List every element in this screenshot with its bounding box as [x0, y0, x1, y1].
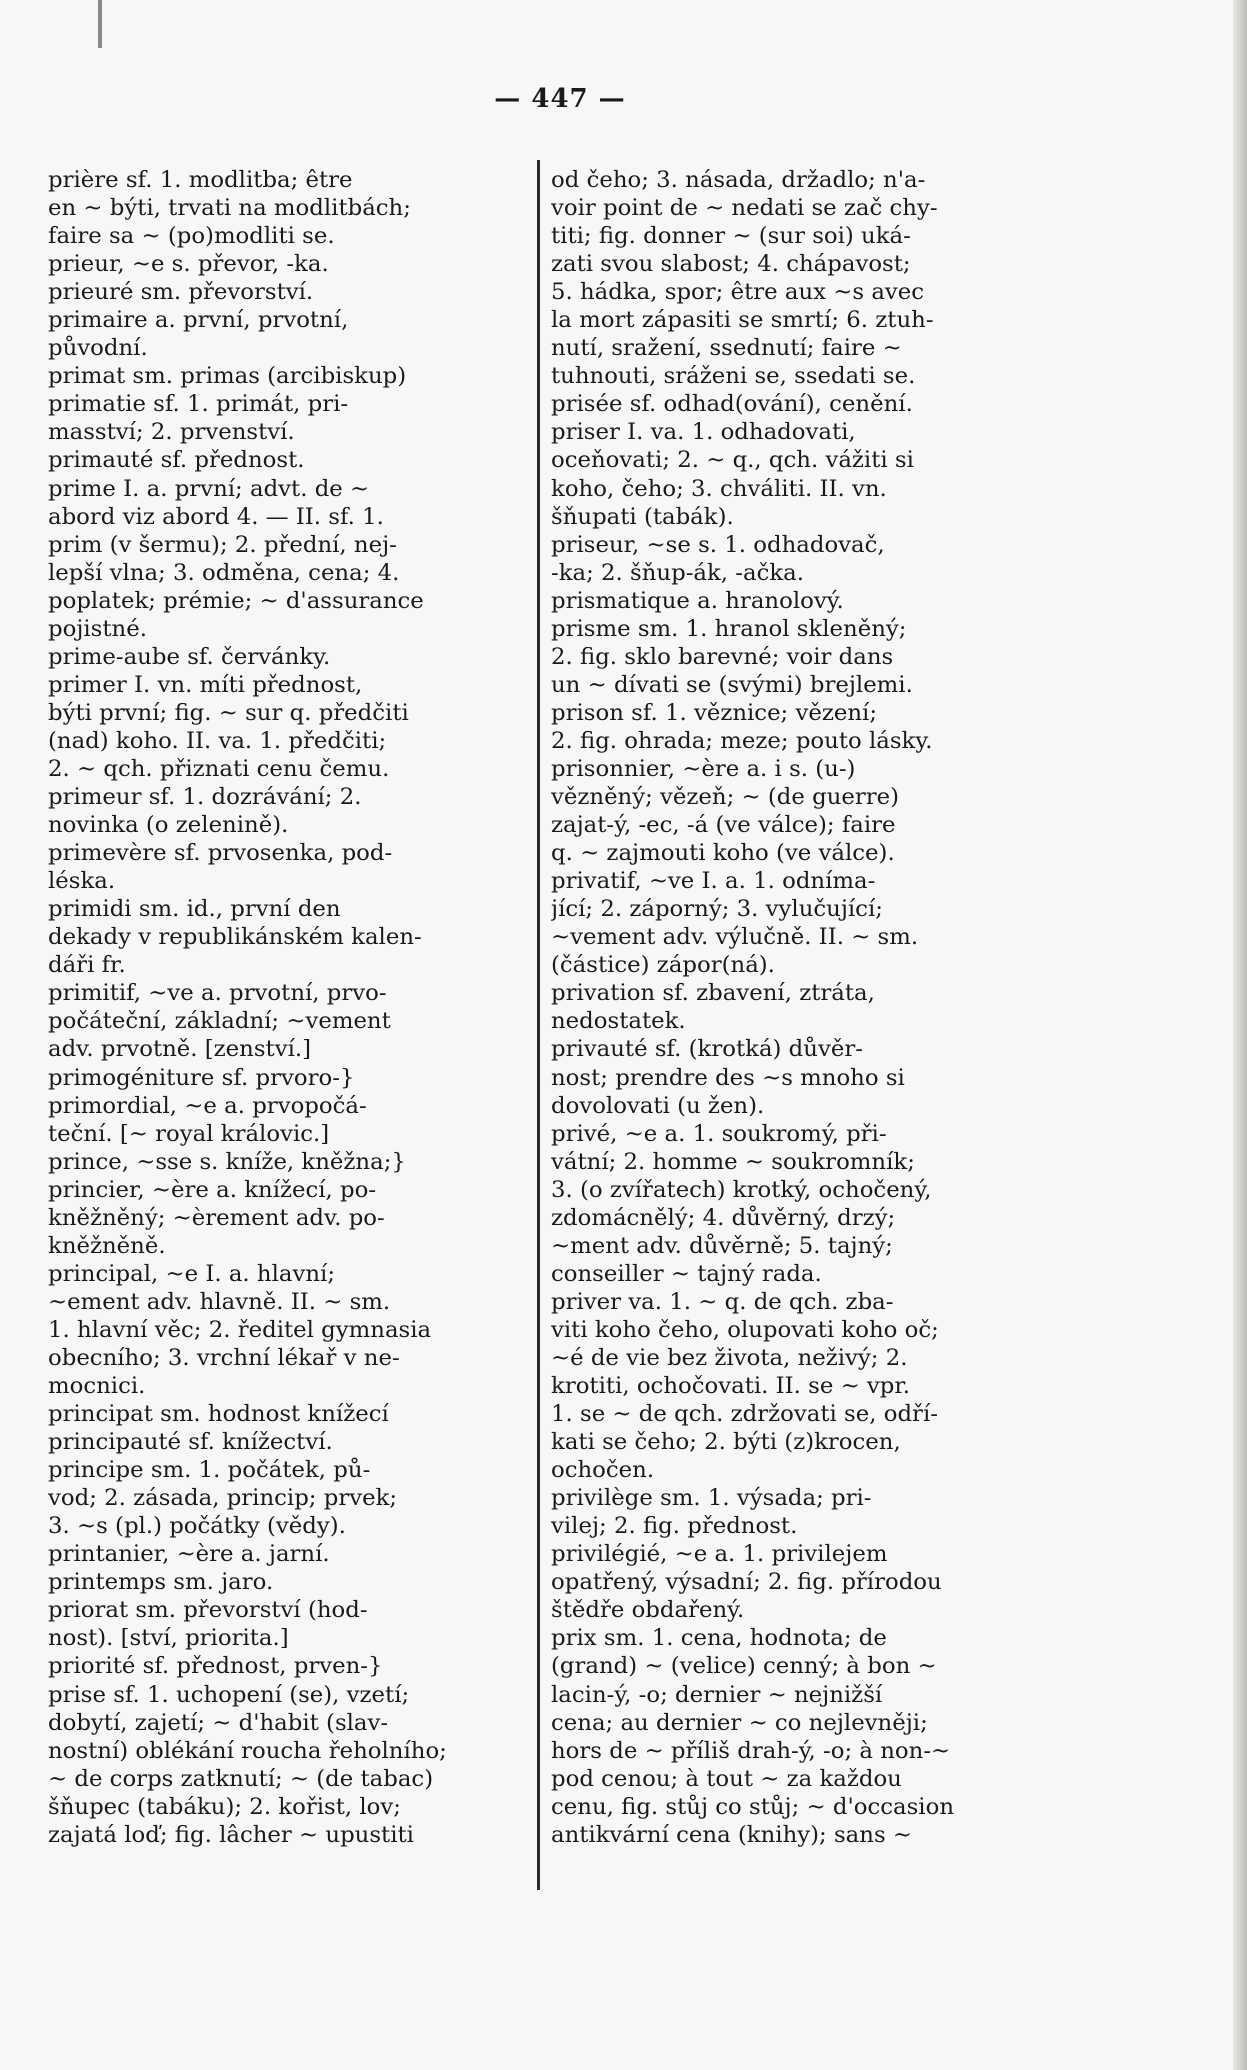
text-line: zajat-ý, -ec, -á (ve válce); faire — [551, 812, 896, 839]
text-line: štědře obdařený. — [551, 1597, 745, 1624]
text-line: ~ment adv. důvěrně; 5. tajný; — [551, 1232, 893, 1259]
right-column — [551, 166, 1030, 1886]
text-line: vátní; 2. homme ~ soukromník; — [551, 1148, 915, 1175]
page-number: — 447 — — [494, 84, 626, 114]
text-line: koho, čeho; 3. chváliti. II. vn. — [551, 475, 887, 502]
text-line: privation sf. zbavení, ztráta, — [551, 980, 875, 1007]
text-line: nost). [ství, priorita.] — [48, 1625, 289, 1652]
column-divider — [537, 160, 540, 1890]
text-line: mocnici. — [48, 1373, 146, 1400]
text-line: býti první; fig. ~ sur q. předčiti — [48, 699, 409, 726]
text-line: primat sm. primas (arcibiskup) — [48, 363, 407, 390]
text-line: (částice) zápor(ná). — [551, 952, 775, 979]
text-line: lacin-ý, -o; dernier ~ nejnižší — [551, 1681, 883, 1708]
text-line: 3. ~s (pl.) počátky (vědy). — [48, 1513, 346, 1540]
text-line: prime-aube sf. červánky. — [48, 643, 331, 670]
text-line: dáři fr. — [48, 952, 126, 979]
text-line: lepší vlna; 3. odměna, cena; 4. — [48, 559, 400, 586]
page-edge-mark — [98, 0, 102, 48]
text-line: privé, ~e a. 1. soukromý, při- — [551, 1120, 887, 1147]
text-line: printanier, ~ère a. jarní. — [48, 1541, 330, 1568]
text-line: dekady v republikánském kalen- — [48, 924, 422, 951]
text-line: nutí, sražení, ssednutí; faire ~ — [551, 335, 902, 362]
text-line: prix sm. 1. cena, hodnota; de — [551, 1625, 887, 1652]
text-line: hors de ~ příliš drah-ý, -o; à non-~ — [551, 1737, 951, 1764]
text-line: conseiller ~ tajný rada. — [551, 1260, 822, 1287]
text-line: priser I. va. 1. odhadovati, — [551, 419, 856, 446]
text-line: antikvární cena (knihy); sans ~ — [551, 1821, 912, 1848]
text-line: titi; fig. donner ~ (sur soi) uká- — [551, 223, 911, 250]
text-line: priorité sf. přednost, prven-} — [48, 1653, 383, 1680]
text-line: zati svou slabost; 4. chápavost; — [551, 251, 911, 278]
text-line: prisme sm. 1. hranol skleněný; — [551, 615, 907, 642]
text-line: principe sm. 1. počátek, pů- — [48, 1457, 371, 1484]
text-line: prisonnier, ~ère a. i s. (u-) — [551, 755, 856, 782]
text-line: opatřený, výsadní; 2. fig. přírodou — [551, 1569, 942, 1596]
text-line: novinka (o zelenině). — [48, 812, 289, 839]
text-line: primeur sf. 1. dozrávání; 2. — [48, 784, 362, 811]
text-line: prieur, ~e s. převor, -ka. — [48, 251, 329, 278]
text-line: privauté sf. (krotká) důvěr- — [551, 1036, 863, 1063]
text-line: prisée sf. odhad(ování), cenění. — [551, 391, 913, 418]
text-line: šňupati (tabák). — [551, 503, 734, 530]
text-line: princier, ~ère a. knížecí, po- — [48, 1176, 377, 1203]
text-line: principal, ~e I. a. hlavní; — [48, 1260, 336, 1287]
text-line: un ~ dívati se (svými) brejlemi. — [551, 671, 913, 698]
text-line: primogéniture sf. prvoro-} — [48, 1064, 355, 1091]
text-line: nost; prendre des ~s mnoho si — [551, 1064, 905, 1091]
text-line: oceňovati; 2. ~ q., qch. vážiti si — [551, 447, 914, 474]
text-line: ~vement adv. výlučně. II. ~ sm. — [551, 924, 919, 951]
text-line: kati se čeho; 2. býti (z)krocen, — [551, 1429, 901, 1456]
text-line: prison sf. 1. věznice; vězení; — [551, 699, 878, 726]
text-line: la mort zápasiti se smrtí; 6. ztuh- — [551, 307, 934, 334]
text-line: printemps sm. jaro. — [48, 1569, 274, 1596]
text-line: primer I. vn. míti přednost, — [48, 671, 363, 698]
text-line: léska. — [48, 868, 116, 895]
text-line: pojistné. — [48, 615, 147, 642]
text-line: teční. [~ royal královic.] — [48, 1120, 330, 1147]
text-line: obecního; 3. vrchní lékař v ne- — [48, 1344, 400, 1371]
text-line: primidi sm. id., první den — [48, 896, 341, 923]
text-line: viti koho čeho, olupovati koho oč; — [551, 1316, 939, 1343]
text-line: od čeho; 3. násada, držadlo; n'a- — [551, 167, 926, 193]
text-line: (nad) koho. II. va. 1. předčiti; — [48, 727, 387, 754]
text-line: primatie sf. 1. primát, pri- — [48, 391, 349, 418]
text-line: 5. hádka, spor; être aux ~s avec — [551, 279, 925, 306]
text-line: ~é de vie bez života, neživý; 2. — [551, 1344, 908, 1371]
text-line: nostní) oblékání roucha řeholního; — [48, 1737, 447, 1764]
text-line: 2. fig. sklo barevné; voir dans — [551, 643, 894, 670]
text-line: primitif, ~ve a. prvotní, prvo- — [48, 980, 387, 1007]
text-line: 1. hlavní věc; 2. ředitel gymnasia — [48, 1316, 432, 1343]
text-line: prière sf. 1. modlitba; être — [48, 167, 353, 193]
text-line: primaire a. první, prvotní, — [48, 307, 349, 334]
text-line: počáteční, základní; ~vement — [48, 1008, 391, 1035]
text-line: původní. — [48, 335, 148, 362]
text-line: privilège sm. 1. výsada; pri- — [551, 1485, 872, 1512]
text-line: cenu, fig. stůj co stůj; ~ d'occasion — [551, 1793, 954, 1820]
text-line: voir point de ~ nedati se zač chy- — [551, 195, 938, 222]
text-line: dobytí, zajetí; ~ d'habit (slav- — [48, 1709, 389, 1736]
text-line: q. ~ zajmouti koho (ve válce). — [551, 840, 895, 867]
text-line: primordial, ~e a. prvopočá- — [48, 1092, 367, 1119]
text-line: šňupec (tabáku); 2. kořist, lov; — [48, 1793, 401, 1820]
text-line: vězněný; vězeň; ~ (de guerre) — [551, 784, 900, 811]
text-line: nedostatek. — [551, 1008, 686, 1035]
text-line: krotiti, ochočovati. II. se ~ vpr. — [551, 1373, 911, 1400]
text-line: adv. prvotně. [zenství.] — [48, 1036, 312, 1063]
text-line: privilégié, ~e a. 1. privilejem — [551, 1541, 888, 1568]
text-line: privatif, ~ve I. a. 1. odníma- — [551, 868, 876, 895]
text-line: ~ de corps zatknutí; ~ (de tabac) — [48, 1765, 434, 1792]
text-line: dovolovati (u žen). — [551, 1092, 765, 1119]
text-line: (grand) ~ (velice) cenný; à bon ~ — [551, 1653, 937, 1680]
text-line: kněžněný; ~èrement adv. po- — [48, 1204, 385, 1231]
text-line: prime I. a. první; advt. de ~ — [48, 475, 370, 502]
text-line: faire sa ~ (po)modliti se. — [48, 223, 335, 250]
text-line: kněžněně. — [48, 1232, 166, 1259]
text-line: tuhnouti, sráženi se, ssedati se. — [551, 363, 916, 390]
text-line: prieuré sm. převorství. — [48, 279, 314, 306]
text-line: abord viz abord 4. — II. sf. 1. — [48, 503, 384, 530]
page-binding-edge — [1233, 0, 1247, 2070]
text-line: priorat sm. převorství (hod- — [48, 1597, 368, 1624]
text-line: zdomácnělý; 4. důvěrný, drzý; — [551, 1204, 896, 1231]
text-line: masství; 2. prvenství. — [48, 419, 295, 446]
text-line: jící; 2. záporný; 3. vylučující; — [551, 896, 883, 923]
text-line: zajatá loď; fig. lâcher ~ upustiti — [48, 1821, 414, 1848]
text-line: priver va. 1. ~ q. de qch. zba- — [551, 1288, 894, 1315]
text-line: prise sf. 1. uchopení (se), vzetí; — [48, 1681, 410, 1708]
text-line: en ~ býti, trvati na modlitbách; — [48, 195, 411, 222]
text-line: principat sm. hodnost knížecí — [48, 1401, 389, 1428]
text-line: poplatek; prémie; ~ d'assurance — [48, 587, 424, 614]
text-line: priseur, ~se s. 1. odhadovač, — [551, 531, 885, 558]
text-line: pod cenou; à tout ~ za každou — [551, 1765, 902, 1792]
text-line: 2. fig. ohrada; meze; pouto lásky. — [551, 727, 933, 754]
text-line: principauté sf. knížectví. — [48, 1429, 333, 1456]
text-line: ~ement adv. hlavně. II. ~ sm. — [48, 1288, 391, 1315]
text-line: 2. ~ qch. přiznati cenu čemu. — [48, 755, 390, 782]
text-line: 3. (o zvířatech) krotký, ochočený, — [551, 1176, 932, 1203]
text-line: prismatique a. hranolový. — [551, 587, 844, 614]
text-line: vilej; 2. fig. přednost. — [551, 1513, 798, 1540]
text-line: cena; au dernier ~ co nejlevněji; — [551, 1709, 928, 1736]
text-line: prince, ~sse s. kníže, kněžna;} — [48, 1148, 406, 1175]
text-line: primevère sf. prvosenka, pod- — [48, 840, 393, 867]
text-line: 1. se ~ de qch. zdržovati se, odří- — [551, 1401, 938, 1428]
left-column — [48, 166, 528, 1886]
text-line: vod; 2. zásada, princip; prvek; — [48, 1485, 398, 1512]
text-line: ochočen. — [551, 1457, 655, 1484]
text-line: prim (v šermu); 2. přední, nej- — [48, 531, 397, 558]
text-line: -ka; 2. šňup-ák, -ačka. — [551, 559, 805, 586]
text-line: primauté sf. přednost. — [48, 447, 305, 474]
